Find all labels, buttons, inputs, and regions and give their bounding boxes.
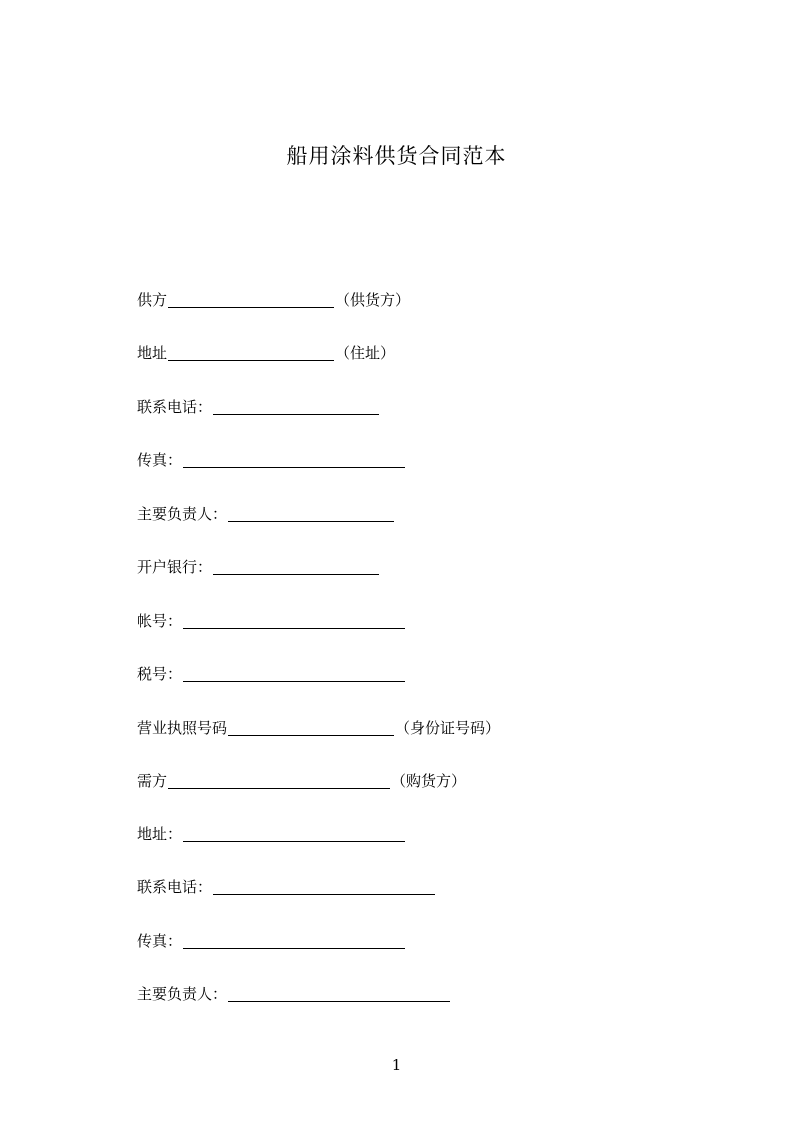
fill-in-blank[interactable] <box>168 344 334 361</box>
field-label: 开户银行： <box>137 558 213 576</box>
fill-in-blank[interactable] <box>228 505 394 522</box>
supplier-account-line <box>137 610 406 632</box>
supplier-fax-line <box>137 449 406 471</box>
field-label: 主要负责人： <box>137 985 228 1003</box>
field-label: 地址： <box>137 825 183 843</box>
buyer-phone-line <box>137 876 436 898</box>
supplier-phone-line <box>137 396 380 418</box>
field-suffix: （供货方） <box>335 291 411 309</box>
field-label: 传真： <box>137 451 183 469</box>
field-label: 主要负责人： <box>137 505 228 523</box>
buyer-fax-line <box>137 930 406 952</box>
field-label: 税号： <box>137 665 183 683</box>
fill-in-blank[interactable] <box>228 985 450 1002</box>
buyer-line <box>137 770 466 792</box>
fill-in-blank[interactable] <box>183 932 405 949</box>
field-label: 传真： <box>137 932 183 950</box>
supplier-bank-line <box>137 556 380 578</box>
field-label: 联系电话： <box>137 398 213 416</box>
fill-in-blank[interactable] <box>183 825 405 842</box>
fill-in-blank[interactable] <box>183 665 405 682</box>
fill-in-blank[interactable] <box>183 612 405 629</box>
field-suffix: （购货方） <box>391 772 467 790</box>
field-label: 地址 <box>137 344 168 362</box>
field-label: 联系电话： <box>137 878 213 896</box>
field-label: 帐号： <box>137 612 183 630</box>
field-suffix: （住址） <box>335 344 396 362</box>
supplier-address-line <box>137 342 395 364</box>
fill-in-blank[interactable] <box>168 291 334 308</box>
fill-in-blank[interactable] <box>213 558 379 575</box>
supplier-line <box>137 289 410 311</box>
supplier-principal-line <box>137 503 395 525</box>
fill-in-blank[interactable] <box>213 878 435 895</box>
fill-in-blank[interactable] <box>228 719 394 736</box>
field-label: 供方 <box>137 291 168 309</box>
fill-in-blank[interactable] <box>183 451 405 468</box>
page-number: 1 <box>391 1056 402 1074</box>
buyer-principal-line <box>137 983 451 1005</box>
field-label: 需方 <box>137 772 168 790</box>
supplier-tax-id-line <box>137 663 406 685</box>
buyer-address-line <box>137 823 406 845</box>
fill-in-blank[interactable] <box>213 398 379 415</box>
field-suffix: （身份证号码） <box>395 719 501 737</box>
fill-in-blank[interactable] <box>168 772 390 789</box>
business-license-line <box>137 717 500 739</box>
field-label: 营业执照号码 <box>137 719 228 737</box>
document-title: 船用涂料供货合同范本 <box>286 144 507 168</box>
